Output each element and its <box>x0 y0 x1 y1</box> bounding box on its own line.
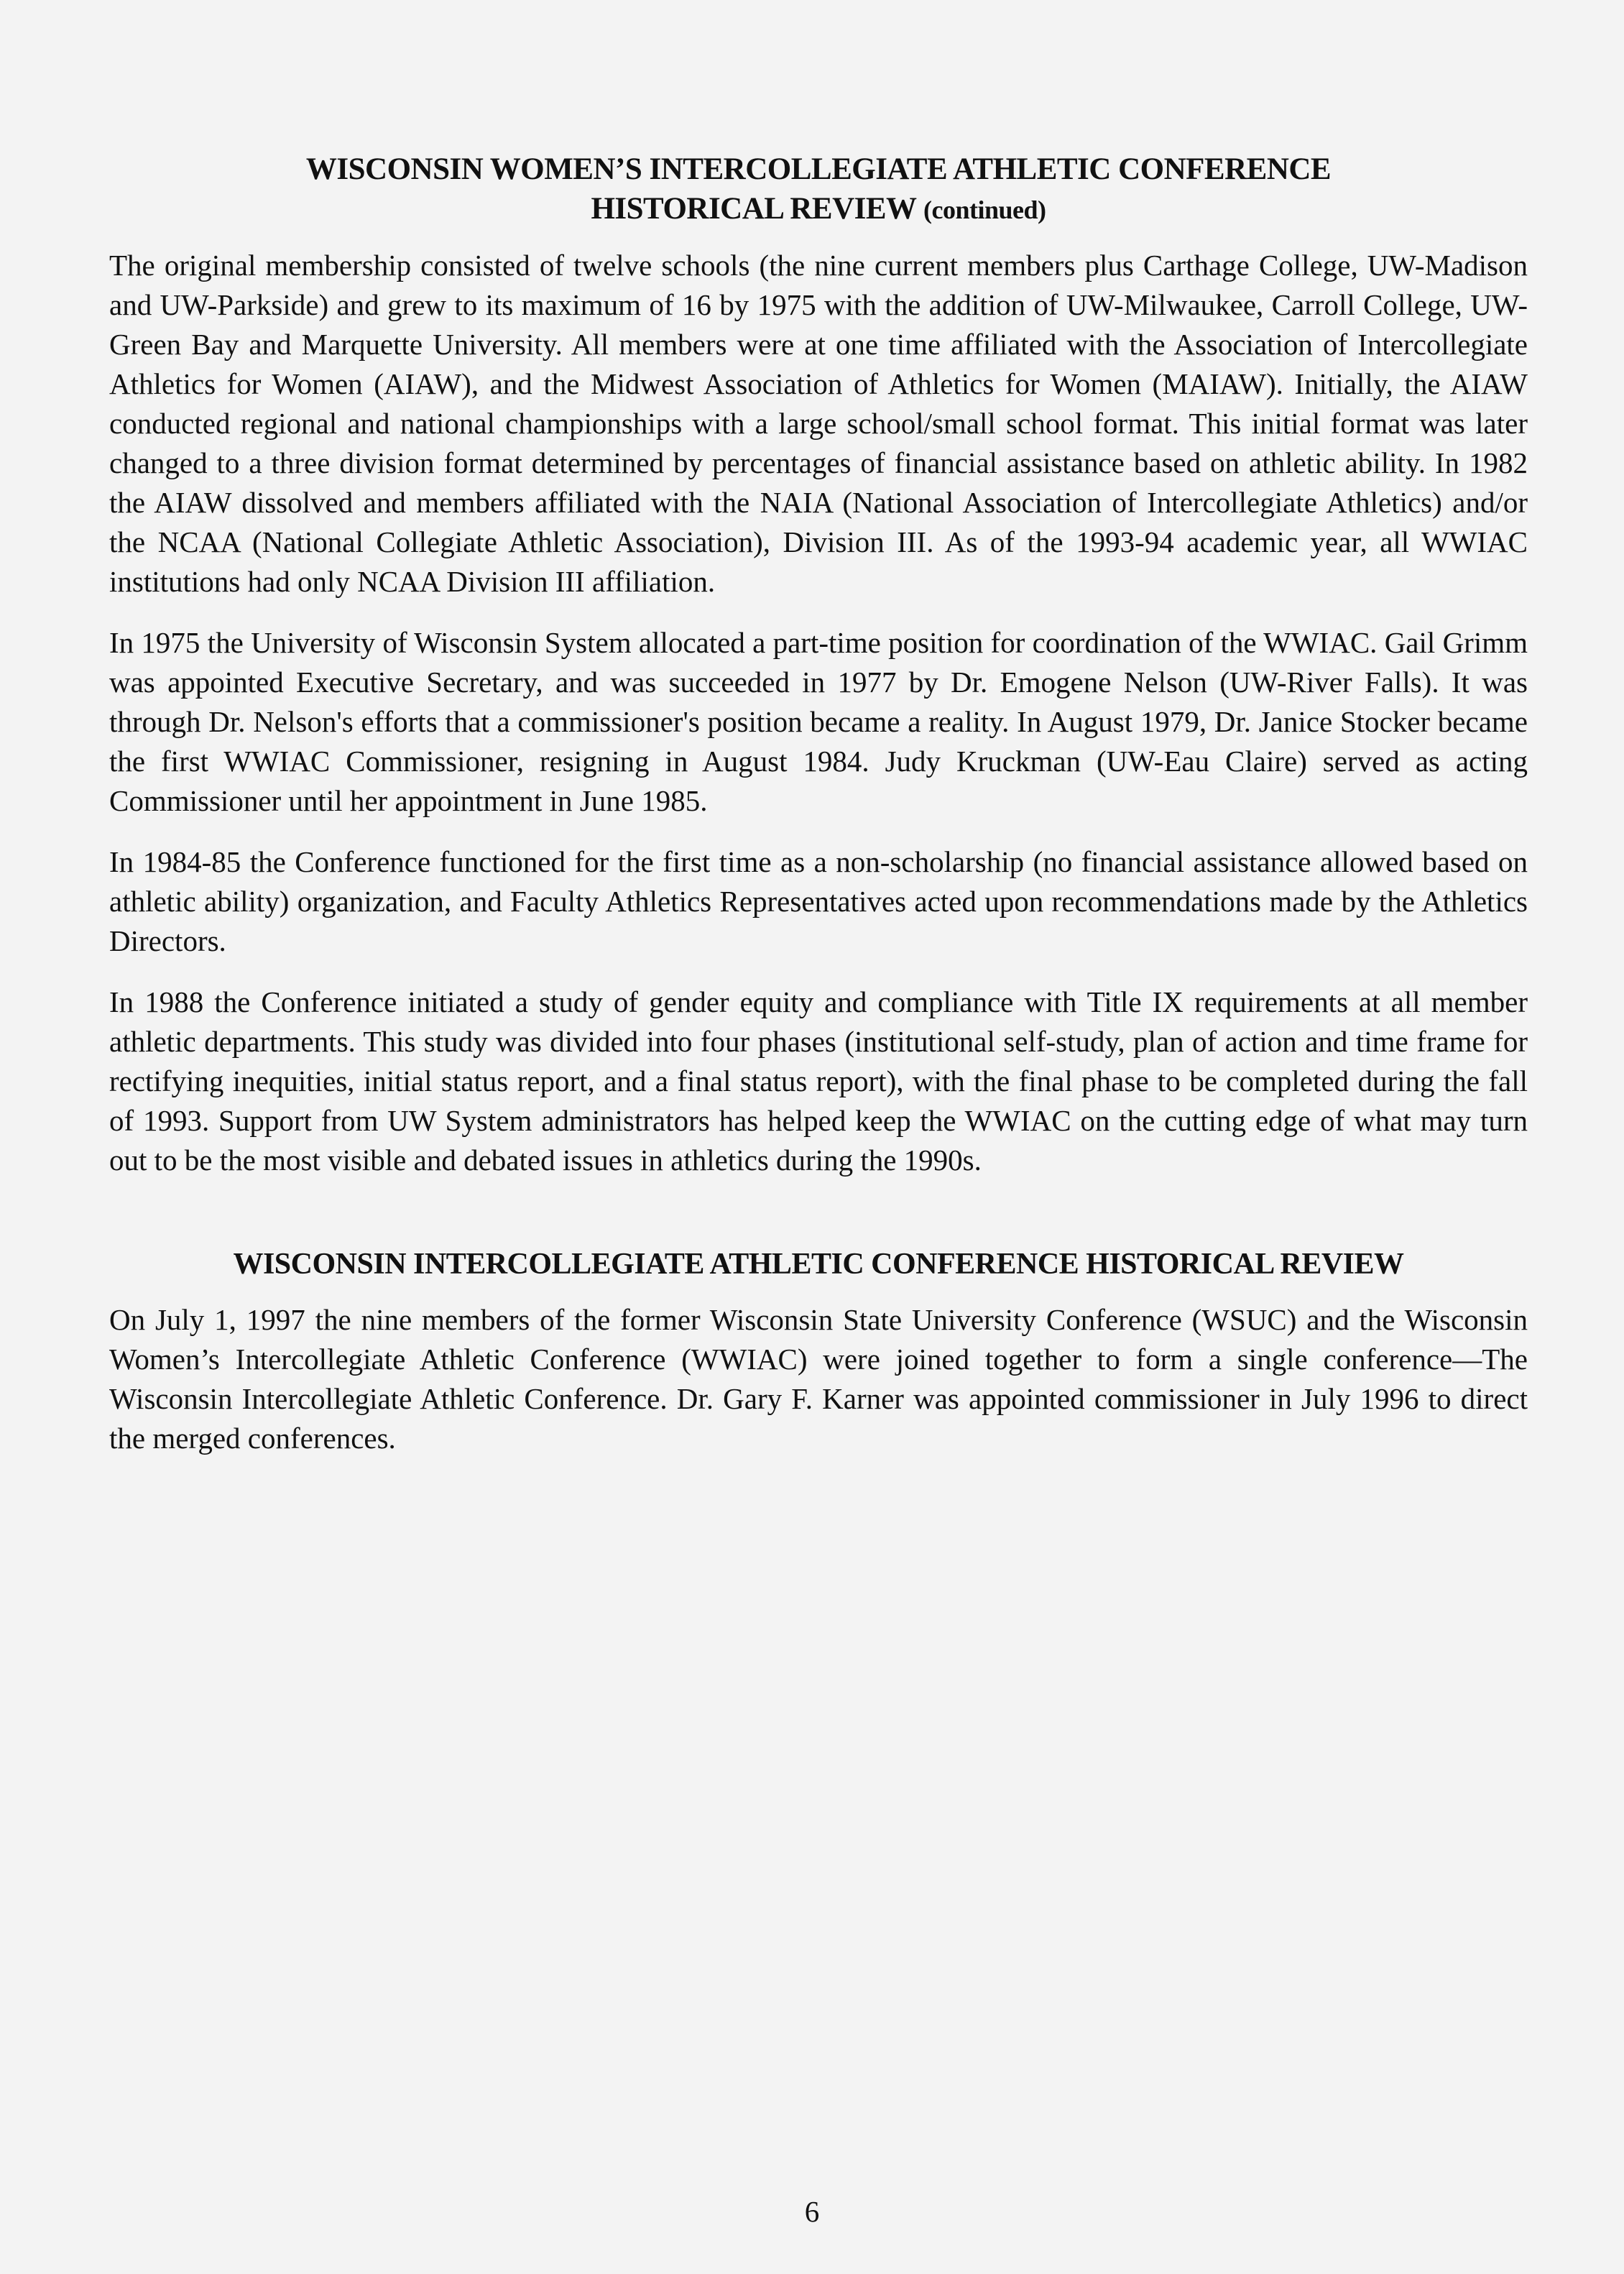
page-content <box>109 149 1528 1480</box>
paragraph-membership: The original membership consisted of twelve schools (the nine current members plus Carthage College, UW-Madison and UW-Parkside) and grew to its maximum of 16 by 1975 with the addition of UW-Milwaukee, Carroll College, UW-Green Bay and Marquette University. All members were at one time affiliated with the Association of Intercollegiate Athletics for Women (AIAW), and the Midwest Association of Athletics for Women (MAIAW). Initially, the AIAW conducted regional and national championships with a large school/small school format. This initial format was later changed to a three division format determined by percentages of financial assistance based on athletic ability. In 1982 the AIAW dissolved and members affiliated with the NAIA (National Association of Intercollegiate Athletics) and/or the NCAA (National Collegiate Athletic Association), Division III. As of the 1993-94 academic year, all WWIAC institutions had only NCAA Division III affiliation. <box>109 249 1528 598</box>
paragraph-merger: On July 1, 1997 the nine members of the former Wisconsin State University Conference (WSUC) and the Wisconsin Women’s Intercollegiate Athletic Conference (WWIAC) were joined together to form a single conference—The Wisconsin Intercollegiate Athletic Conference. Dr. Gary F. Karner was appointed commissioner in July 1996 to direct the merged conferences. <box>109 1303 1528 1455</box>
title-line-1: WISCONSIN WOMEN’S INTERCOLLEGIATE ATHLETIC CONFERENCE <box>305 152 1332 186</box>
paragraph-non-scholarship: In 1984-85 the Conference functioned for the first time as a non-scholarship (no financial assistance allowed based on athletic ability) organization, and Faculty Athletics Representatives acted upon recommendations made by the Athletics Directors. <box>109 845 1528 957</box>
title-line-2: HISTORICAL REVIEW <box>591 192 916 226</box>
title-continued: (continued) <box>923 195 1046 224</box>
section-title: WISCONSIN INTERCOLLEGIATE ATHLETIC CONFERENCE HISTORICAL REVIEW <box>233 1248 1404 1281</box>
page-title <box>109 149 1528 230</box>
paragraph-commissioner: In 1975 the University of Wisconsin System allocated a part-time position for coordination of the WWIAC. Gail Grimm was appointed Executive Secretary, and was succeeded in 1977 by Dr. Emogene Nelson (UW-River Falls). It was through Dr. Nelson's efforts that a commissioner's position became a reality. In August 1979, Dr. Janice Stocker became the first WWIAC Commissioner, resigning in August 1984. Judy Kruckman (UW-Eau Claire) served as acting Commissioner until her appointment in June 1985. <box>109 626 1528 817</box>
page-number: 6 <box>804 2195 820 2228</box>
paragraph-gender-equity: In 1988 the Conference initiated a study of gender equity and compliance with Title IX requirements at all member athletic departments. This study was divided into four phases (institutional self-study, plan of action and time frame for rectifying inequities, initial status report, and a final status report), with the final phase to be completed during the fall of 1993. Support from UW System administrators has helped keep the WWIAC on the cutting edge of what may turn out to be the most visible and debated issues in athletics during the 1990s. <box>109 985 1528 1177</box>
